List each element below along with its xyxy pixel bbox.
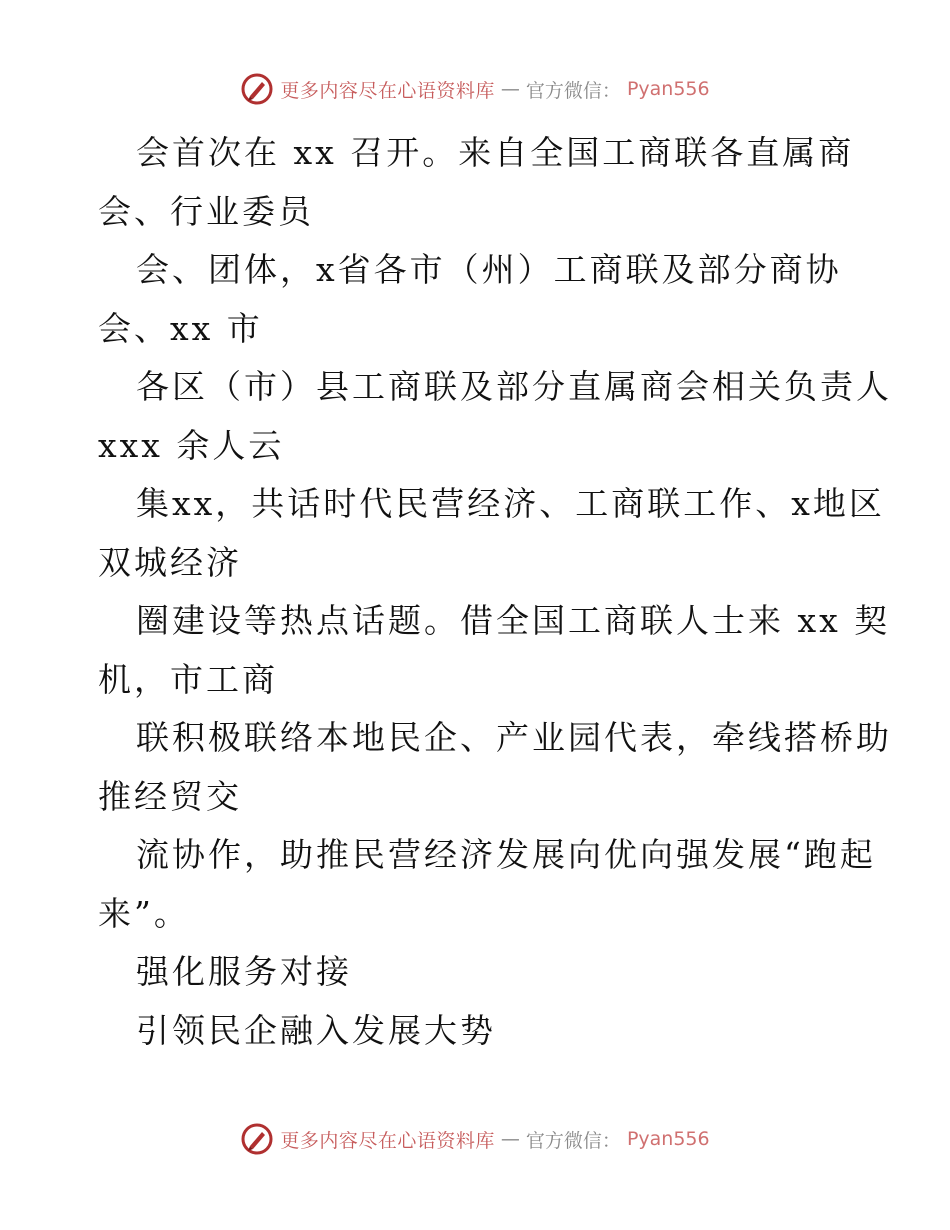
watermark-wechat-id: Pyan556 bbox=[626, 1128, 710, 1150]
header-watermark bbox=[0, 72, 950, 106]
text-line: 各区（市）县工商联及部分直属商会相关负责人 bbox=[136, 367, 892, 406]
footer-watermark bbox=[0, 1122, 950, 1156]
watermark-text: 更多内容尽在心语资料库 bbox=[280, 1129, 495, 1152]
text-line: 会、团体，x省各市（州）工商联及部分商协 bbox=[136, 250, 842, 289]
text-line: 集xx，共话时代民营经济、工商联工作、x地区 bbox=[136, 484, 885, 523]
watermark-wechat-label: 官方微信： bbox=[525, 1129, 621, 1152]
text-line: 会、行业委员 bbox=[98, 191, 314, 231]
text-line: 流协作，助推民营经济发展向优向强发展“跑起 bbox=[136, 835, 876, 874]
text-line: 会首次在 xx 召开。来自全国工商联各直属商 bbox=[136, 133, 855, 172]
section-heading: 强化服务对接 bbox=[136, 952, 352, 991]
watermark-separator: — bbox=[500, 1128, 520, 1150]
watermark-wechat-id: Pyan556 bbox=[626, 78, 710, 100]
text-line: 会、xx 市 bbox=[98, 308, 263, 348]
pen-logo-icon bbox=[240, 1122, 274, 1156]
text-line: 圈建设等热点话题。借全国工商联人士来 xx 契 bbox=[136, 601, 891, 640]
watermark-text: 更多内容尽在心语资料库 bbox=[280, 79, 495, 102]
text-line: 联积极联络本地民企、产业园代表，牵线搭桥助 bbox=[136, 718, 892, 757]
text-line: 来”。 bbox=[98, 893, 190, 933]
text-line: xxx 余人云 bbox=[98, 425, 285, 465]
text-line: 机，市工商 bbox=[98, 659, 278, 699]
watermark-wechat-label: 官方微信： bbox=[525, 79, 621, 102]
pen-logo-icon bbox=[240, 72, 274, 106]
watermark-separator: — bbox=[500, 78, 520, 100]
section-heading: 引领民企融入发展大势 bbox=[136, 1010, 496, 1050]
text-line: 推经贸交 bbox=[98, 776, 242, 816]
text-line: 双城经济 bbox=[98, 542, 242, 582]
document-body bbox=[98, 124, 892, 1060]
